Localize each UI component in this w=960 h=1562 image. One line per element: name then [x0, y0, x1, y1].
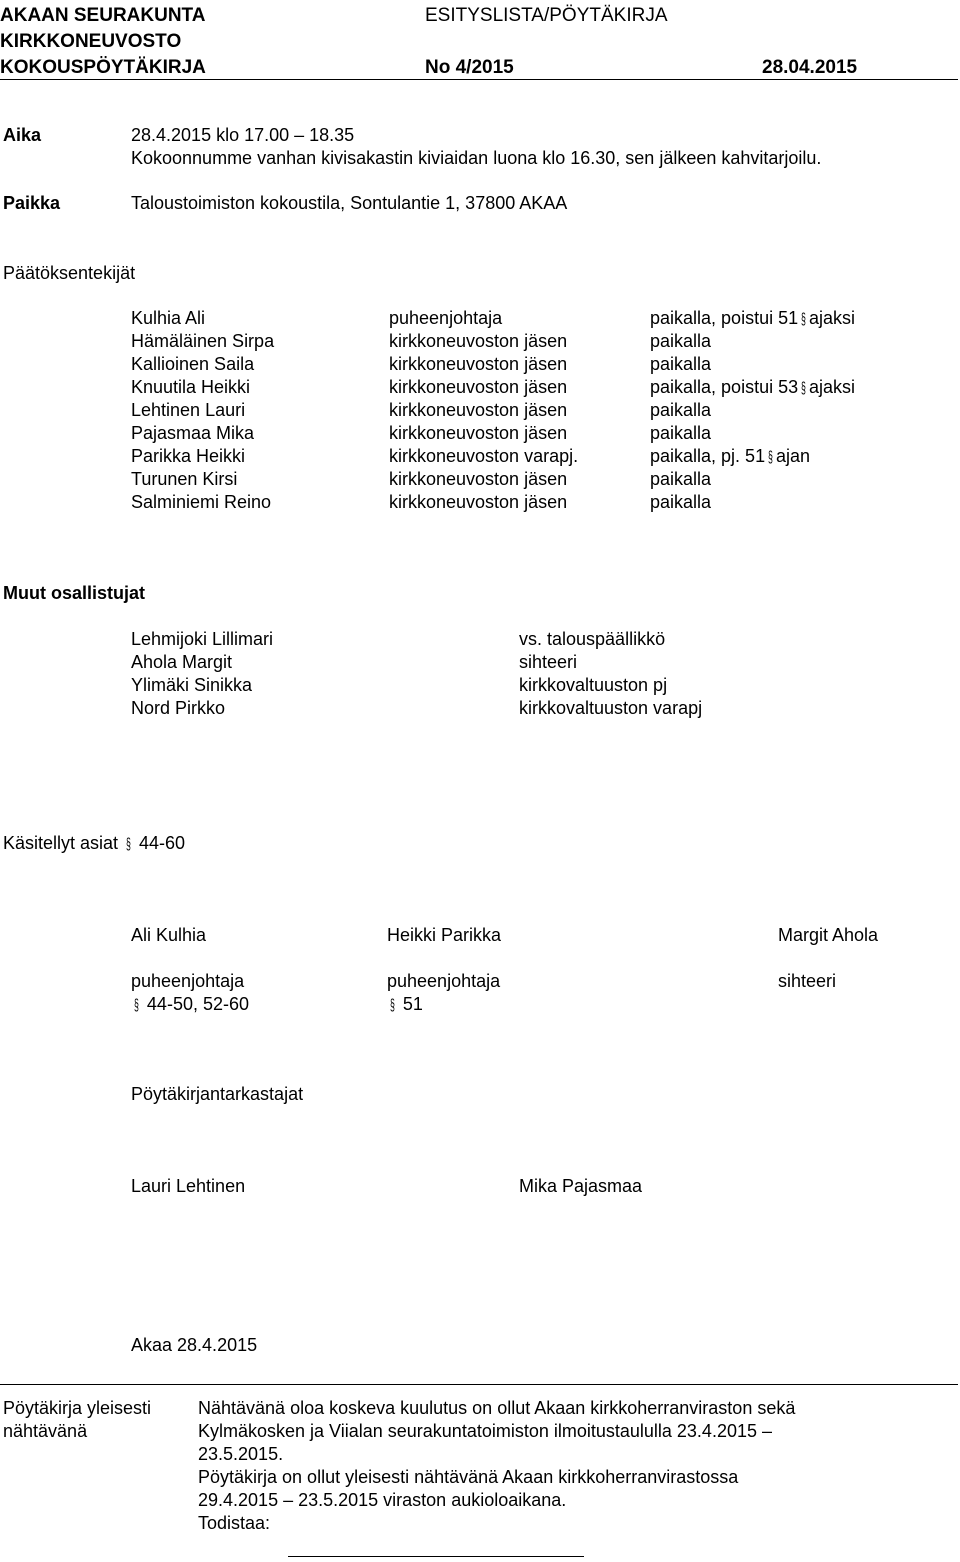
document-number: No 4/2015 [425, 57, 514, 78]
handled-range: 44-60 [139, 833, 186, 853]
public-display-text-line5: 29.4.2015 – 23.5.2015 viraston aukioloaikana. [198, 1490, 567, 1510]
decision-makers-heading: Päätöksentekijät [3, 263, 136, 283]
member-role: puheenjohtaja [389, 308, 503, 328]
public-display-label-line1: Pöytäkirja yleisesti [3, 1398, 152, 1418]
participant-name: Lehmijoki Lillimari [131, 629, 274, 649]
member-status: paikalla, poistui 53 § ajaksi [650, 376, 855, 400]
org-name: AKAAN SEURAKUNTA [0, 5, 206, 26]
time-value: 28.4.2015 klo 17.00 – 18.35 [131, 125, 355, 145]
member-role: kirkkoneuvoston varapj. [389, 446, 579, 466]
section-sign-icon: § [134, 997, 139, 1014]
member-name: Parikka Heikki [131, 446, 246, 466]
place-label: Paikka [3, 193, 61, 213]
participant-role: sihteeri [519, 652, 578, 672]
section-sign-icon: § [390, 997, 395, 1014]
section-sign-icon: § [801, 311, 807, 328]
section-sign-icon: § [801, 380, 807, 397]
participant-name: Ahola Margit [131, 652, 233, 672]
reviewer1-name: Lauri Lehtinen [131, 1176, 246, 1196]
member-status: paikalla [650, 423, 712, 443]
public-display-text-line2: Kylmäkosken ja Viialan seurakuntatoimiston ilmoitustaululla 23.4.2015 – [198, 1421, 772, 1441]
chair2-name: Heikki Parikka [387, 925, 502, 945]
chair2-items: § 51 [387, 993, 423, 1017]
time-label: Aika [3, 125, 42, 145]
place-date: Akaa 28.4.2015 [131, 1335, 258, 1355]
member-role: kirkkoneuvoston jäsen [389, 377, 568, 397]
member-role: kirkkoneuvoston jäsen [389, 354, 568, 374]
public-display-text-line4: Pöytäkirja on ollut yleisesti nähtävänä Akaan kirkkoherranvirastossa [198, 1467, 739, 1487]
header-divider [0, 79, 958, 80]
public-display-text-line1: Nähtävänä oloa koskeva kuulutus on ollut Akaan kirkkoherranviraston sekä [198, 1398, 796, 1418]
member-name: Turunen Kirsi [131, 469, 238, 489]
participant-role: vs. talouspäällikkö [519, 629, 666, 649]
member-status: paikalla, poistui 51 § ajaksi [650, 307, 855, 331]
member-name: Pajasmaa Mika [131, 423, 255, 443]
handled-items: Käsitellyt asiat § 44-60 [3, 832, 185, 856]
member-role: kirkkoneuvoston jäsen [389, 400, 568, 420]
body-name: KIRKKONEUVOSTO [0, 31, 182, 52]
minutes-label: KOKOUSPÖYTÄKIRJA [0, 57, 206, 78]
chair2-role: puheenjohtaja [387, 971, 501, 991]
public-display-text-line6: Todistaa: [198, 1513, 271, 1533]
document-type: ESITYSLISTA/PÖYTÄKIRJA [425, 5, 668, 26]
chair1-name: Ali Kulhia [131, 925, 207, 945]
member-name: Knuutila Heikki [131, 377, 251, 397]
other-participants-heading: Muut osallistujat [3, 583, 146, 603]
time-note: Kokoonnumme vanhan kivisakastin kiviaidan luona klo 16.30, sen jälkeen kahvitarjoilu. [131, 148, 822, 168]
section-sign-icon: § [126, 836, 131, 853]
chair1-items: § 44-50, 52-60 [131, 993, 249, 1017]
participant-role: kirkkovaltuuston varapj [519, 698, 703, 718]
participant-role: kirkkovaltuuston pj [519, 675, 668, 695]
member-status: paikalla [650, 492, 712, 512]
member-name: Lehtinen Lauri [131, 400, 246, 420]
member-name: Hämäläinen Sirpa [131, 331, 275, 351]
member-role: kirkkoneuvoston jäsen [389, 423, 568, 443]
reviewers-heading: Pöytäkirjantarkastajat [131, 1084, 304, 1104]
member-role: kirkkoneuvoston jäsen [389, 469, 568, 489]
member-status: paikalla, pj. 51 § ajan [650, 445, 810, 469]
member-role: kirkkoneuvoston jäsen [389, 331, 568, 351]
section-sign-icon: § [768, 449, 773, 466]
public-display-text-line3: 23.5.2015. [198, 1444, 284, 1464]
secretary-name: Margit Ahola [778, 925, 879, 945]
member-status: paikalla [650, 469, 712, 489]
signature-line [288, 1556, 584, 1557]
footer-divider [0, 1384, 958, 1385]
member-name: Kulhia Ali [131, 308, 206, 328]
secretary-role: sihteeri [778, 971, 837, 991]
member-status: paikalla [650, 400, 712, 420]
place-value: Taloustoimiston kokoustila, Sontulantie 1, 37800 AKAA [131, 193, 568, 213]
participant-name: Nord Pirkko [131, 698, 226, 718]
public-display-label-line2: nähtävänä [3, 1421, 88, 1441]
member-role: kirkkoneuvoston jäsen [389, 492, 568, 512]
reviewer2-name: Mika Pajasmaa [519, 1176, 643, 1196]
participant-name: Ylimäki Sinikka [131, 675, 253, 695]
member-status: paikalla [650, 331, 712, 351]
member-name: Kallioinen Saila [131, 354, 255, 374]
member-name: Salminiemi Reino [131, 492, 272, 512]
chair1-role: puheenjohtaja [131, 971, 245, 991]
member-status: paikalla [650, 354, 712, 374]
document-date: 28.04.2015 [762, 57, 858, 78]
